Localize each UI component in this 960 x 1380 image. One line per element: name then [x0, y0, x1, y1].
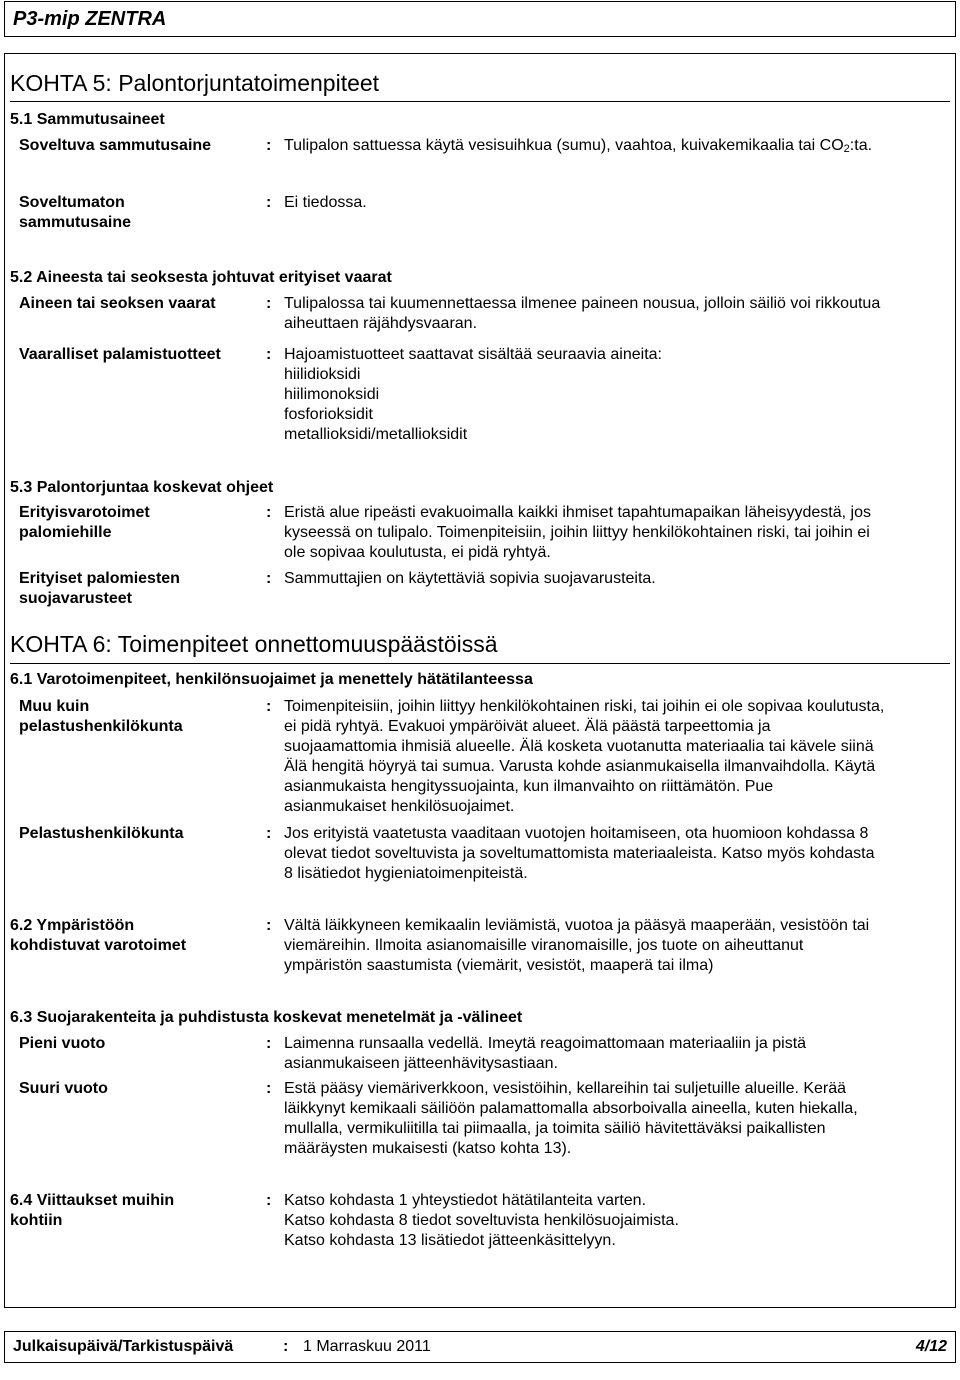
colon: :	[266, 825, 272, 842]
subsection-5-3: 5.3 Palontorjuntaa koskevat ohjeet	[10, 479, 274, 496]
colon: :	[283, 1338, 289, 1355]
suitable-media-label: Soveltuva sammutusaine	[19, 137, 212, 154]
small-spill-value: Laimenna runsaalla vedellä. Imeytä reagoimattomaan materiaaliin ja pistä asianmukaiseen jätteenhävitysastiaan.	[284, 1035, 807, 1072]
hazards-label: Aineen tai seoksen vaarat	[19, 295, 216, 312]
subsection-5-1: 5.1 Sammutusaineet	[10, 111, 165, 128]
environmental-precautions-label: 6.2 Ympäristöön kohdistuvat varotoimet	[10, 917, 187, 954]
colon: :	[266, 917, 272, 934]
colon: :	[266, 1192, 272, 1209]
large-spill-value: Estä pääsy viemäriverkkoon, vesistöihin, kellareihin tai suljetuille alueille. Kerää läikkynyt kemikaali säiliöön palamattomalla absorboivalla aineella, kuten hiekalla, mullalla, vermikuliitilla tai piimaalla, ja toimita säiliö hävitettäväksi paikallisten määräysten mukaisesti (katso kohta 13).	[284, 1080, 858, 1157]
colon: :	[266, 570, 272, 587]
suitable-media-value: Tulipalon sattuessa käytä vesisuihkua (sumu), vaahtoa, kuivakemikaalia tai $CO_2:ta$.	[284, 137, 873, 155]
document-footer	[4, 1331, 956, 1363]
combustion-products-value: Hajoamistuotteet saattavat sisältää seuraavia aineita: hiilidioksidi hiilimonoksidi fosforioksidit metallioksidi/metallioksidit	[284, 346, 662, 443]
section-6-title: KOHTA 6: Toimenpiteet onnettomuuspäästöissä	[10, 631, 498, 657]
firefighter-precautions-value: Eristä alue ripeästi evakuoimalla kaikki ihmiset tapahtumapaikan läheisyydestä, jos kyseessä on tulipalo. Toimenpiteisiin, joihin liittyy henkilökohtainen riski, tai joihin ei ole sopivaa koulutusta, ei pidä ryhtyä.	[284, 504, 871, 561]
colon: :	[266, 504, 272, 521]
firefighter-precautions-label: Erityisvarotoimet palomiehille	[19, 504, 150, 541]
non-emergency-value: Toimenpiteisiin, joihin liittyy henkilökohtainen riski, tai joihin ei ole sopivaa koulutusta, ei pidä ryhtyä. Evakuoi ympäröivät alueet. Älä päästä tarpeettomia ja suojaamattomia ihmisiä alueelle. Älä kosketa vuotanutta materiaalia tai kävele siinä Älä hengitä höyryä tai sumua. Varusta kohde asianmukaisella ilmanvaihdolla. Käytä asianmukaista hengityssuojainta, kun ilmanvaihto on riittämätön. Pue asianmukaiset henkilösuojaimet.	[284, 698, 885, 815]
firefighter-equipment-value: Sammuttajien on käytettäviä sopivia suojavarusteita.	[284, 570, 656, 587]
subsection-6-1: 6.1 Varotoimenpiteet, henkilönsuojaimet ja menettely hätätilanteessa	[10, 671, 533, 688]
non-emergency-label: Muu kuin pelastushenkilökunta	[19, 698, 183, 735]
firefighter-equipment-label: Erityiset palomiesten suojavarusteet	[19, 570, 180, 607]
issue-date-label: Julkaisupäivä/Tarkistuspäivä	[13, 1338, 234, 1355]
colon: :	[266, 194, 272, 211]
subsection-5-2: 5.2 Aineesta tai seoksesta johtuvat erityiset vaarat	[10, 269, 392, 286]
section-5-rule	[10, 101, 950, 102]
references-value: Katso kohdasta 1 yhteystiedot hätätilanteita varten. Katso kohdasta 8 tiedot soveltuvista henkilösuojaimista. Katso kohdasta 13 lisätiedot jätteenkäsittelyyn.	[284, 1192, 679, 1249]
section-6-rule	[10, 663, 950, 664]
product-name: P3-mip ZENTRA	[13, 8, 167, 30]
small-spill-label: Pieni vuoto	[19, 1035, 106, 1052]
references-label: 6.4 Viittaukset muihin kohtiin	[10, 1192, 175, 1229]
section-5-title: KOHTA 5: Palontorjuntatoimenpiteet	[10, 70, 380, 96]
combustion-products-label: Vaaralliset palamistuotteet	[19, 346, 221, 363]
unsuitable-media-label: Soveltumaton sammutusaine	[19, 194, 132, 231]
colon: :	[266, 346, 272, 363]
colon: :	[266, 1035, 272, 1052]
colon: :	[266, 698, 272, 715]
page-number: 4/12	[915, 1338, 947, 1355]
environmental-precautions-value: Vältä läikkyneen kemikaalin leviämistä, vuotoa ja pääsyä maaperään, vesistöön tai viemäreihin. Ilmoita asianomaisille viranomaisille, jos tuote on aiheuttanut ympäristön saastumista (viemärit, vesistöt, maaperä tai ilma)	[284, 917, 870, 974]
colon: :	[266, 295, 272, 312]
emergency-responders-value: Jos erityistä vaatetusta vaaditaan vuotojen hoitamiseen, ota huomioon kohdassa 8 olevat tiedot soveltuvista ja soveltumattomista materiaaleista. Katso myös kohdasta 8 lisätiedot hygieniatoimenpiteistä.	[284, 825, 875, 882]
colon: :	[266, 1080, 272, 1097]
colon: :	[266, 137, 272, 154]
document-header	[4, 1, 956, 37]
unsuitable-media-value: Ei tiedossa.	[284, 194, 367, 211]
hazards-value: Tulipalossa tai kuumennettaessa ilmenee paineen nousua, jolloin säiliö voi rikkoutua aiheuttaen räjähdysvaaran.	[284, 295, 881, 332]
subsection-6-3: 6.3 Suojarakenteita ja puhdistusta koskevat menetelmät ja -välineet	[10, 1009, 523, 1026]
emergency-responders-label: Pelastushenkilökunta	[19, 825, 184, 842]
issue-date-value: 1 Marraskuu 2011	[303, 1338, 431, 1355]
large-spill-label: Suuri vuoto	[19, 1080, 108, 1097]
